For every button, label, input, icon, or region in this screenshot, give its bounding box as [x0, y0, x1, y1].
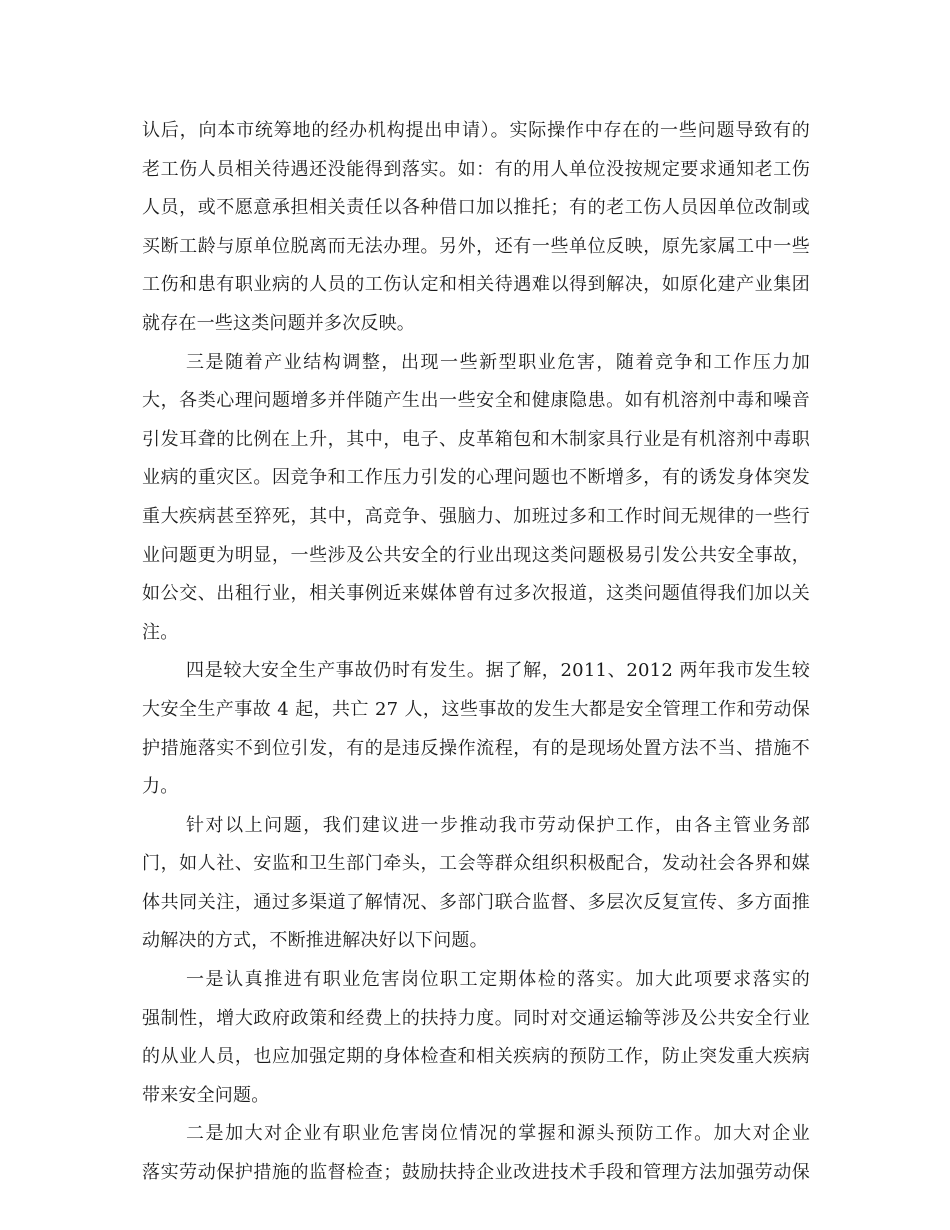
- paragraph: [142, 1115, 810, 1192]
- text-line: 门，如人社、安监和卫生部门牵头，工会等群众组织积极配合，发动社会各界和媒: [142, 853, 810, 875]
- paragraph: [142, 961, 810, 1115]
- text-line: 重大疾病甚至猝死，其中，高竞争、强脑力、加班过多和工作时间无规律的一些行: [142, 505, 810, 527]
- text-line: 买断工龄与原单位脱离而无法办理。另外，还有一些单位反映，原先家属工中一些: [142, 235, 810, 257]
- text-line: 认后，向本市统筹地的经办机构提出申请）。实际操作中存在的一些问题导致有的: [142, 120, 810, 141]
- text-line: 强制性，增大政府政策和经费上的扶持力度。同时对交通运输等涉及公共安全行业: [142, 1007, 810, 1029]
- text-line: 一是认真推进有职业危害岗位职工定期体检的落实。加大此项要求落实的: [186, 969, 810, 991]
- text-line: 三是随着产业结构调整，出现一些新型职业危害，随着竞争和工作压力加: [186, 351, 810, 373]
- text-line: 业问题更为明显，一些涉及公共安全的行业出现这类问题极易引发公共安全事故，: [142, 544, 810, 566]
- text-line: 落实劳动保护措施的监督检查；鼓励扶持企业改进技术手段和管理方法加强劳动保: [142, 1162, 810, 1184]
- text-line: 带来安全问题。: [142, 1084, 270, 1106]
- paragraph: [142, 344, 810, 653]
- text-line: 的从业人员，也应加强定期的身体检查和相关疾病的预防工作，防止突发重大疾病: [142, 1046, 810, 1068]
- paragraph: [142, 652, 810, 806]
- text-line: 大安全生产事故 4 起，共亡 27 人，这些事故的发生大都是安全管理工作和劳动保: [142, 698, 810, 720]
- text-line: 老工伤人员相关待遇还没能得到落实。如：有的用人单位没按规定要求通知老工伤: [142, 158, 810, 180]
- text-line: 大，各类心理问题增多并伴随产生出一些安全和健康隐患。如有机溶剂中毒和噪音: [142, 390, 810, 412]
- text-line: 引发耳聋的比例在上升，其中，电子、皮革箱包和木制家具行业是有机溶剂中毒职: [142, 428, 810, 450]
- paragraph: [142, 112, 810, 344]
- text-line: 业病的重灾区。因竞争和工作压力引发的心理问题也不断增多，有的诱发身体突发: [142, 467, 810, 489]
- text-line: 力。: [142, 776, 179, 798]
- text-line: 人员，或不愿意承担相关责任以各种借口加以推托；有的老工伤人员因单位改制或: [142, 197, 810, 219]
- text-line: 护措施落实不到位引发，有的是违反操作流程，有的是现场处置方法不当、措施不: [142, 737, 810, 759]
- text-line: 如公交、出租行业，相关事例近来媒体曾有过多次报道，这类问题值得我们加以关: [142, 583, 810, 605]
- text-line: 工伤和患有职业病的人员的工伤认定和相关待遇难以得到解决，如原化建产业集团: [142, 274, 810, 296]
- text-line: 体共同关注，通过多渠道了解情况、多部门联合监督、多层次反复宣传、多方面推: [142, 891, 810, 913]
- text-line: 二是加大对企业有职业危害岗位情况的掌握和源头预防工作。加大对企业: [186, 1123, 810, 1145]
- document-body: [142, 112, 810, 1193]
- text-line: 注。: [142, 621, 179, 643]
- paragraph: [142, 807, 810, 961]
- text-line: 动解决的方式，不断推进解决好以下问题。: [142, 930, 488, 952]
- text-line: 针对以上问题，我们建议进一步推动我市劳动保护工作，由各主管业务部: [186, 814, 810, 836]
- text-line: 就存在一些这类问题并多次反映。: [142, 312, 415, 334]
- text-line: 四是较大安全生产事故仍时有发生。据了解，2011、2012 两年我市发生较: [186, 660, 810, 682]
